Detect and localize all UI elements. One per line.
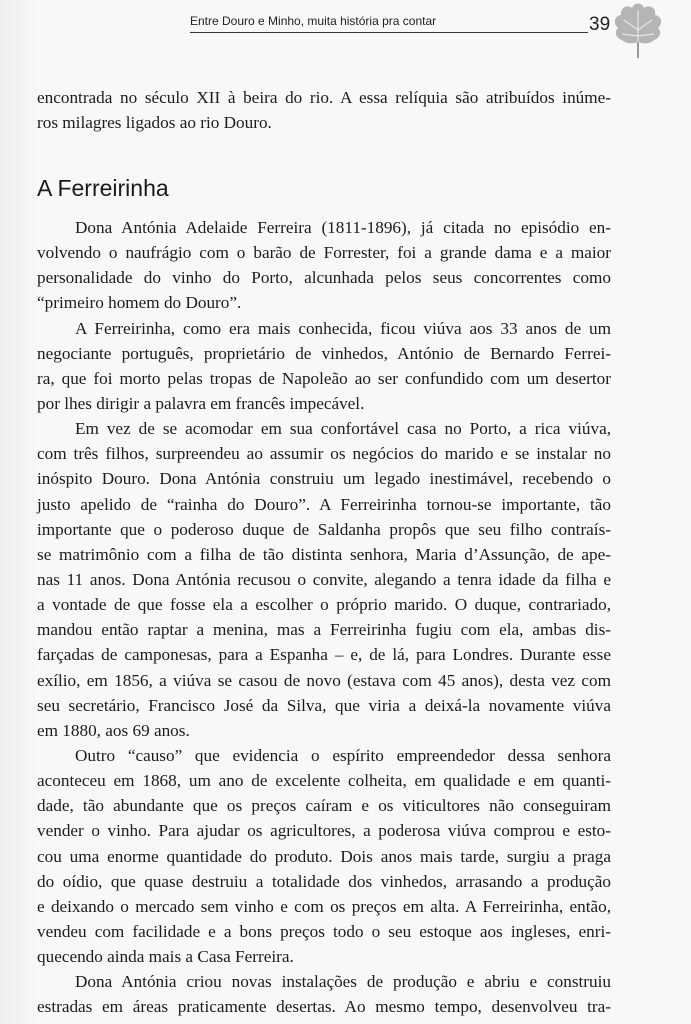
text-line: com três filhos, surpreendeu ao assumir os negócios do marido e se instalar no: [37, 444, 611, 464]
paragraph: [37, 743, 611, 969]
text-line: ros milagres ligados ao rio Douro.: [37, 113, 272, 133]
text-line: Dona Antónia Adelaide Ferreira (1811-1896), já citada no episódio en-: [75, 218, 611, 237]
text-line: exílio, em 1856, a viúva se casou de novo (estava com 45 anos), desta vez com: [37, 670, 611, 690]
text-line: por lhes dirigir a palavra em francês impecável.: [37, 393, 365, 413]
text-line: negociante português, proprietário de vinhedos, António de Bernardo Ferrei-: [37, 343, 611, 363]
text-line: dade, tão abundante que os preços caíram e os viticultores não conseguiram: [37, 796, 611, 816]
section-body: [37, 215, 611, 1020]
text-line: Outro “causo” que evidencia o espírito empreendedor dessa senhora: [75, 745, 611, 765]
text-line: encontrada no século XII à beira do rio. A essa relíquia são atribuídos inúme-: [37, 88, 611, 107]
text-line: cou uma enorme quantidade do produto. Dois anos mais tarde, surgiu a praga: [37, 846, 611, 866]
text-line: seu secretário, Francisco José da Silva, que viria a deixá-la novamente viúva: [37, 695, 611, 715]
running-header: [190, 10, 588, 33]
text-line: em 1880, aos 69 anos.: [37, 720, 190, 740]
running-title: Entre Douro e Minho, muita história pra contar: [190, 14, 437, 28]
text-line: inóspito Douro. Dona Antónia construiu um legado inestimável, recebendo o: [37, 469, 611, 489]
text-line: A Ferreirinha, como era mais conhecida, ficou viúva aos 33 anos de um: [75, 318, 611, 338]
text-line: nas 11 anos. Dona Antónia recusou o convite, alegando a tenra idade da filha e: [37, 569, 611, 589]
text-line: vender o vinho. Para ajudar os agricultores, a poderosa viúva comprou e esto-: [37, 821, 611, 841]
text-line: quecendo ainda mais a Casa Ferreira.: [37, 947, 294, 967]
text-line: importante que o poderoso duque de Saldanha propôs que seu filho contraís-: [37, 519, 611, 539]
intro-continuation: [37, 85, 611, 135]
grape-leaf-icon: [612, 0, 664, 60]
text-line: ra, que foi morto pelas tropas de Napoleão ao ser confundido com um desertor: [37, 368, 611, 388]
section-heading: A Ferreirinha: [37, 175, 169, 201]
text-line: aconteceu em 1868, um ano de excelente colheita, em qualidade e em quanti-: [37, 771, 611, 791]
text-line: vendeu com facilidade e a bons preços todo o seu estoque aos ingleses, enri-: [37, 921, 611, 941]
text-line: se matrimônio com a filha de tão distinta senhora, Maria d’Assunção, de ape-: [37, 544, 611, 564]
text-line: volvendo o naufrágio com o barão de Forrester, foi a grande dama e a maior: [37, 243, 611, 263]
paragraph: [37, 215, 611, 316]
text-line: estradas em áreas praticamente desertas. Ao mesmo tempo, desenvolveu tra-: [37, 997, 611, 1017]
paragraph: [37, 316, 611, 417]
text-line: “primeiro homem do Douro”.: [37, 293, 242, 313]
text-line: Dona Antónia criou novas instalações de produção e abriu e construiu: [75, 972, 611, 992]
text-line: mandou então raptar a menina, mas a Ferreirinha fugiu com ela, ambas dis-: [37, 620, 611, 640]
text-line: Em vez de se acomodar em sua confortável casa no Porto, a rica viúva,: [75, 419, 611, 439]
text-line: personalidade do vinho do Porto, alcunhada pelos seus concorrentes como: [37, 268, 611, 288]
text-line: e deixando o mercado sem vinho e com os preços em alta. A Ferreirinha, então,: [37, 896, 611, 916]
paragraph: [37, 416, 611, 743]
text-line: a vontade de que fosse ela a escolher o próprio marido. O duque, contrariado,: [37, 595, 611, 615]
text-line: justo apelido de “rainha do Douro”. A Ferreirinha tornou-se importante, tão: [37, 494, 611, 514]
text-line: farçadas de camponesas, para a Espanha – e, de lá, para Londres. Durante esse: [37, 645, 611, 665]
page-number: 39: [589, 14, 611, 35]
paragraph: [37, 969, 611, 1019]
text-line: do oídio, que quase destruiu a totalidade dos vinhedos, arrasando a produção: [37, 871, 611, 891]
